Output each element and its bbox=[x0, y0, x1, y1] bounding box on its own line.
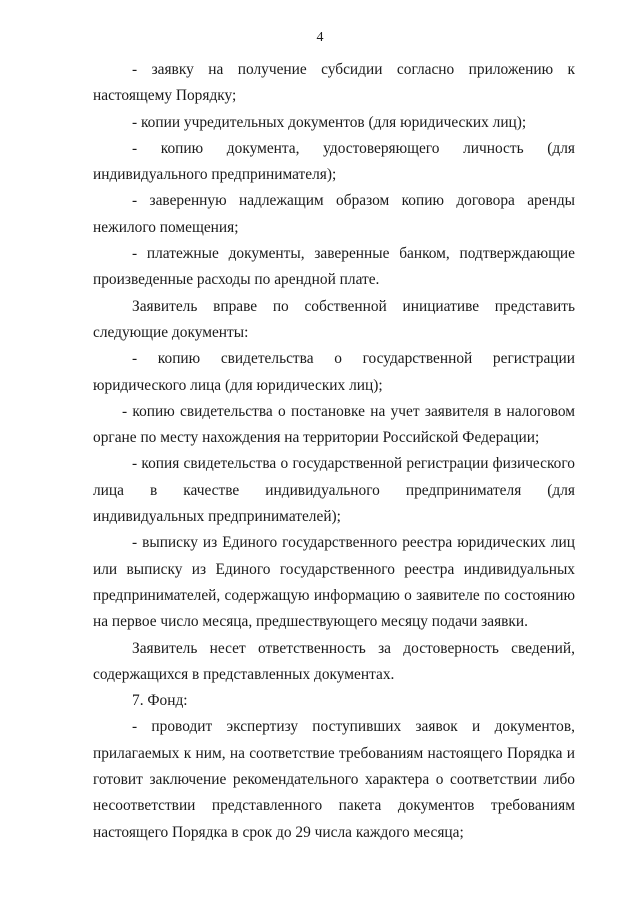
page-number: 4 bbox=[316, 30, 324, 45]
paragraph-fund-expertise: - проводит экспертизу поступивших заявок и документов, прилагаемых к ним, на соответствие требованиям настоящего Порядка и готовит заключение рекомендательного характера о соответствии либо несоответствии представленного пакета документов требованиям настоящего Порядка в срок до 29 числа каждого месяца; bbox=[93, 718, 575, 841]
paragraph-lease-agreement: - заверенную надлежащим образом копию договора аренды нежилого помещения; bbox=[93, 192, 575, 236]
paragraph-identity-document: - копию документа, удостоверяющего личность (для индивидуального предпринимателя); bbox=[93, 139, 575, 184]
paragraph-tax-registration: - копию свидетельства о постановке на учет заявителя в налоговом органе по месту нахождения на территории Российской Федерации; bbox=[93, 402, 575, 447]
paragraph-fund-heading: 7. Фонд: bbox=[132, 692, 188, 710]
paragraph-legal-entity-registration: - копию свидетельства о государственной регистрации юридического лица (для юридических лиц); bbox=[93, 350, 575, 394]
paragraph-optional-documents-intro: Заявитель вправе по собственной инициативе представить следующие документы: bbox=[93, 297, 575, 341]
paragraph-founding-documents: - копии учредительных документов (для юридических лиц); bbox=[132, 113, 527, 131]
paragraph-register-extract: - выписку из Единого государственного реестра юридических лиц или выписку из Единого государственного реестра индивидуальных предпринимателей, содержащую информацию о заявителе по состоянию на первое число месяца, предшествующего месяцу подачи заявки. bbox=[93, 534, 575, 631]
document-body bbox=[93, 57, 575, 846]
paragraph-entrepreneur-registration: - копия свидетельства о государственной регистрации физического лица в качестве индивидуального предпринимателя (для индивидуальных предпринимателей); bbox=[93, 455, 575, 526]
paragraph-responsibility: Заявитель несет ответственность за достоверность сведений, содержащихся в представленных документах. bbox=[93, 639, 575, 683]
paragraph-payment-documents: - платежные документы, заверенные банком, подтверждающие произведенные расходы по арендной плате. bbox=[93, 245, 575, 289]
paragraph-application: - заявку на получение субсидии согласно приложению к настоящему Порядку; bbox=[93, 61, 575, 105]
